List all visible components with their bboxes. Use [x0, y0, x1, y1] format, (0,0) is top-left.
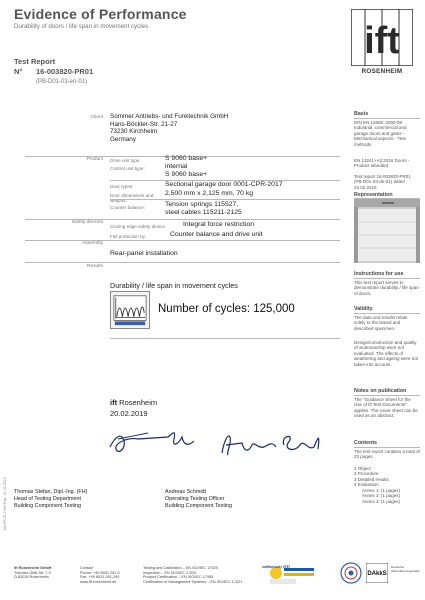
sidebar-divider: [354, 395, 420, 396]
annex-item: Annex 2: (1 pages): [362, 493, 401, 499]
closing-edge-value: Integral force restriction: [183, 221, 255, 228]
divider: [110, 199, 340, 200]
signature-right: [218, 427, 328, 462]
fall-protection-value: Counter balance and drive unit: [170, 231, 263, 238]
seal-icon: [340, 562, 362, 584]
notes-heading: Notes on publication: [354, 388, 407, 394]
client-line: Sommer Antriebs- und Funktechnik GmbH: [110, 113, 229, 120]
document-subtitle: Durability of doors / life span in movement cycles: [14, 23, 149, 30]
basis-text3: Test report 16-003820-PR01 (PB-D01-03-de-01) dated 22.02.2019: [354, 174, 411, 190]
annex-item: Annex 1: (1 pages): [362, 487, 401, 493]
assembly-value: Rear-panel installation: [110, 250, 178, 257]
report-subnumber: (PB-D01-03-en-01): [36, 79, 88, 85]
cycles-result: Number of cycles: 125,000: [158, 303, 295, 315]
footer-line: ift Rosenheim GmbH: [14, 566, 52, 570]
instructions-text: This test report serves to demonstrate durability / life span of doors.: [354, 280, 419, 296]
representation-heading: Representation: [354, 192, 393, 198]
counter-balance-label: Counter balance:: [110, 205, 145, 210]
counter-balance-value1: Tension springs 115527,: [165, 201, 239, 208]
assembly-label: Assembly: [82, 241, 103, 246]
signer-left-role: Head of Testing Department: [14, 495, 82, 502]
results-heading: Durability / life span in movement cycles: [110, 281, 238, 290]
signer-right-name: Andreas Schmidt: [165, 489, 207, 495]
basis-text: DIN EN 12605: 2000-08 Industrial, commercial and garage doors and gates - Mechanical aspects - Test methods: [354, 120, 407, 147]
drive-unit-value: S 9060 base+: [165, 155, 208, 162]
signoff-date: 20.02.2019: [110, 409, 148, 418]
contents-item: 1 Object: [354, 466, 371, 471]
contents-item: 2 Procedure: [354, 471, 379, 477]
logo-text: ROSENHEIM: [361, 68, 403, 75]
drive-unit-label: Drive unit type:: [110, 158, 141, 163]
ift-logo: [351, 9, 413, 66]
contents-heading: Contents: [354, 440, 377, 446]
svg-text:DAkkS: DAkkS: [367, 571, 387, 577]
door-dims-value: 2,500 mm x 2,125 mm, 70 kg: [165, 190, 254, 197]
product-label: Product: [86, 157, 103, 162]
ift-logo-mark: ift: [364, 20, 400, 62]
signer-right: [165, 489, 232, 509]
results-label: Results: [87, 264, 103, 269]
sidebar-divider: [354, 118, 420, 119]
report-label: Test Report: [14, 57, 56, 66]
signer-right-dept: Building Component Testing: [165, 502, 233, 509]
document-title: Evidence of Performance: [14, 6, 187, 22]
door-dims-label: Door dimensions and weights:: [110, 193, 154, 203]
client-label: Client: [90, 115, 103, 120]
basis-text2: EN 13241+A2:2016 Doors - Product standard: [354, 158, 410, 169]
report-number: [14, 67, 93, 76]
contents-item: 3 Detailed results: [354, 476, 389, 482]
footer-line: www.ift-rosenheim.de: [80, 580, 117, 585]
footer-line: Testing and Calibration – EN ISO/IEC 17025: [143, 566, 218, 570]
client-line: Hans-Böckler-Str. 21-27: [110, 120, 178, 128]
footer-contact: [80, 566, 120, 585]
signing-organization: [110, 398, 157, 407]
signature-left: [108, 425, 208, 460]
door-type-label: Door types:: [110, 184, 134, 189]
validity-text: The data and results relate solely to the tested and described specimen.: [354, 315, 408, 331]
divider: [25, 262, 340, 263]
basis-heading: Basis: [354, 111, 369, 117]
notified-body-text: notified body 0757: [262, 565, 290, 569]
dakks-text: Deutsche Akkreditierungsstelle: [391, 565, 420, 573]
footer-line: Fax: +49 8031 261-290: [80, 575, 120, 580]
report-number-prefix: N°: [14, 67, 23, 76]
sidebar-divider: [354, 447, 420, 448]
validity-heading: Validity: [354, 306, 373, 312]
signer-left-dept: Building Component Testing: [14, 502, 82, 509]
notes-text: The "Guidance Sheet for the Use of ift Test Documents" applies. The cover sheet can be used as an abstract.: [354, 397, 418, 419]
org-name: Rosenheim: [117, 398, 158, 407]
divider: [110, 338, 340, 339]
report-number-value: 16-003820-PR01: [36, 67, 94, 76]
annex-item: Annex 3: (1 pages): [362, 498, 401, 504]
counter-balance-value2: steel cables 115211-2125: [165, 209, 242, 216]
control-unit-value: S 9060 base+: [165, 171, 208, 178]
sidebar-divider: [354, 278, 420, 279]
footer-accreditation: [143, 566, 242, 585]
client-line: 73230 Kirchheim: [110, 128, 158, 136]
contents-text: The test report contains a total of 23 pages.: [354, 449, 420, 460]
validity-text2: Design/construction and quality of workmanship were not evaluated. The effects of weathering and ageing were not taken into account.: [354, 340, 419, 367]
door-photo: [354, 199, 420, 263]
client-block: [110, 113, 228, 144]
contents-item: 4 Evaluation: [354, 482, 379, 488]
durability-cycle-icon: [110, 291, 150, 329]
sidebar-divider: [354, 313, 420, 314]
dakks-logo: [366, 563, 388, 583]
signer-left-name: Thomas Stefan, Dipl.-Ing. (FH): [14, 489, 88, 495]
contents-list: [354, 466, 420, 504]
org-prefix: ift: [110, 398, 118, 407]
signer-right-role: Operating Testing Officer: [165, 495, 225, 502]
closing-edge-label: Closing edge safety device: [110, 224, 165, 229]
instructions-heading: Instructions for use: [354, 271, 404, 277]
signer-left: [14, 489, 87, 509]
footer-line: Inspection – EN ISO/IEC 17020: [143, 570, 197, 575]
footer-line: Product Certification – EN ISO/IEC 17065: [143, 575, 214, 580]
document-code: NA-PB-01-1999 Eng · 01.02.2013: [3, 477, 7, 530]
door-type-value: Sectional garage door 0001-CPR-2017: [165, 181, 283, 188]
footer-line: Certification of Management Systems – EN ISO/IEC 17021: [143, 580, 243, 585]
control-unit-label: Control unit type:: [110, 166, 145, 171]
fall-protection-label: Fall protection by:: [110, 234, 147, 239]
footer-line: Theodor-Gietl-Str. 7-9: [14, 570, 51, 575]
footer-company: [14, 566, 52, 580]
footer-line: Contact: [80, 566, 94, 570]
safety-label: Safety devices: [71, 220, 103, 225]
client-line: Germany: [110, 136, 136, 144]
footer-line: Phone: +49 8031 261-0: [80, 570, 120, 575]
drive-unit-line2: internal: [165, 163, 188, 170]
footer-line: D-83026 Rosenheim: [14, 575, 49, 580]
